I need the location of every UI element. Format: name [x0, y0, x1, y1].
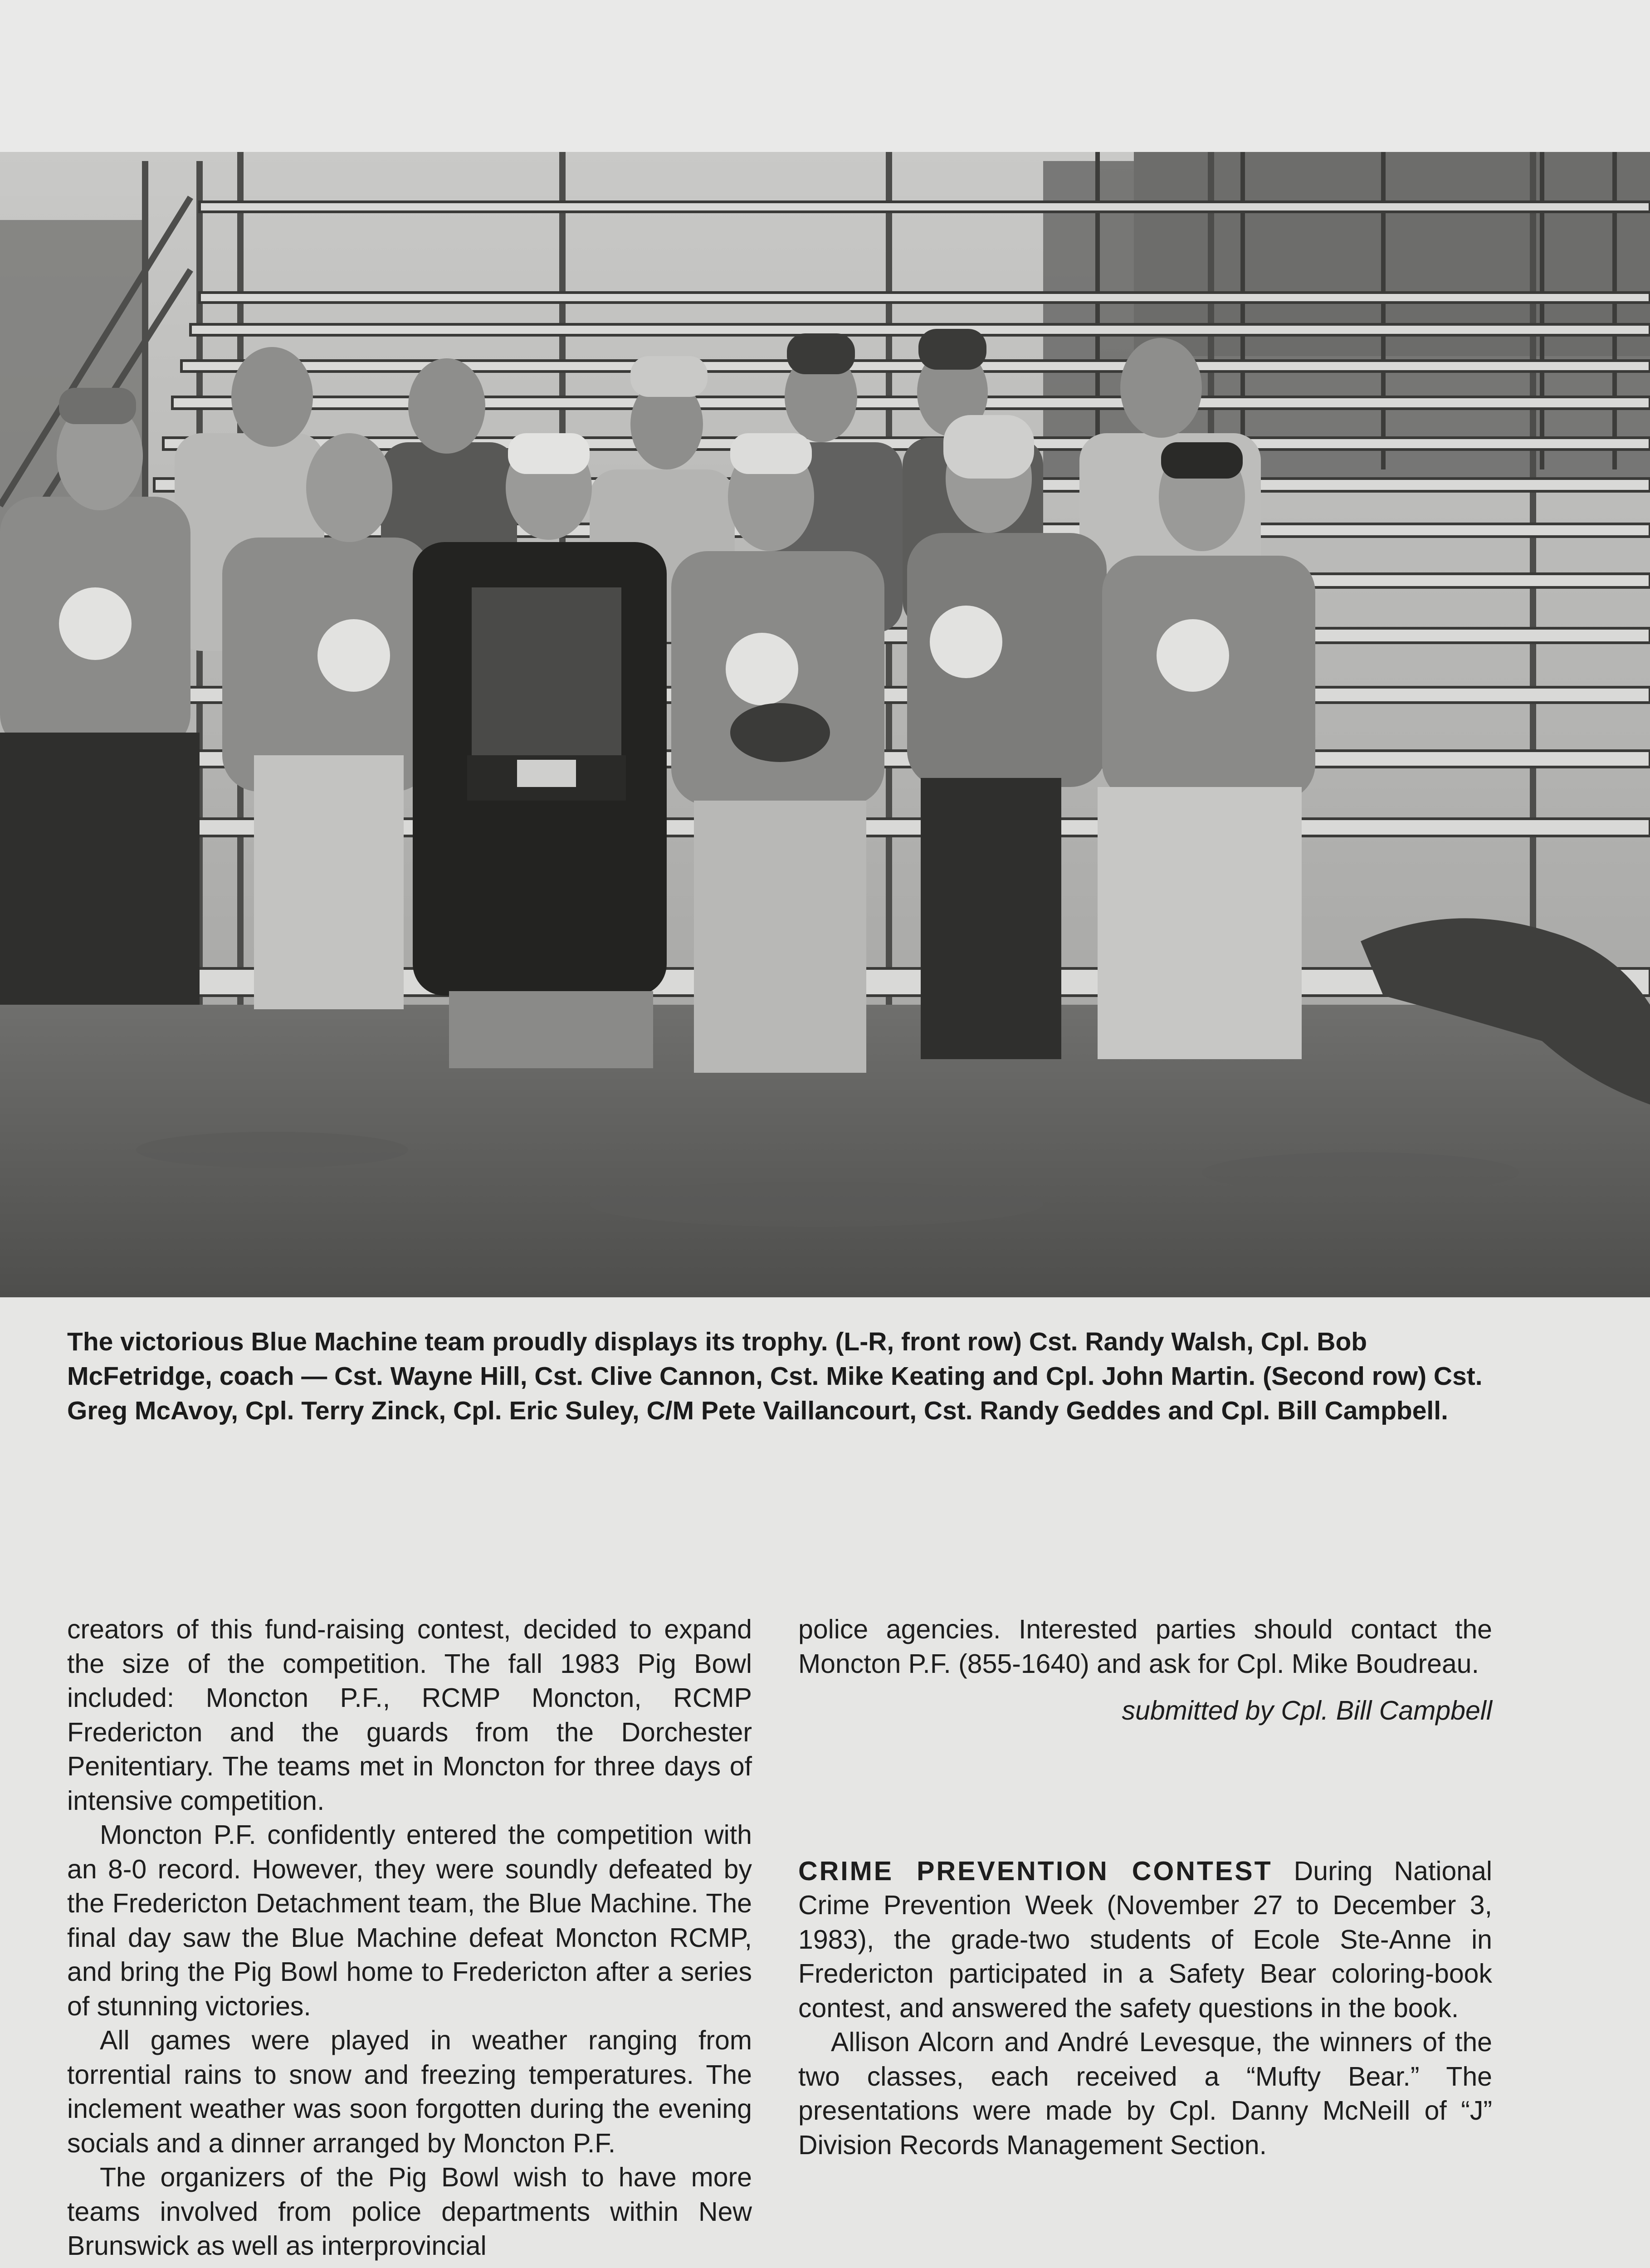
author-signature: submitted by Cpl. Bill Campbell: [1122, 1696, 1492, 1725]
left-column: [67, 1613, 752, 2263]
article-paragraph: Allison Alcorn and André Levesque, the winners of the two classes, each received a “Mufty Bear.” The presentations were made by Cpl. Danny McNeill of “J” Division Records Management Section.: [798, 2027, 1492, 2160]
section-body: During National Crime Prevention Week (November 27 to December 3, 1983), the grade-two students of Ecole Ste-Anne in Fredericton participated in a Safety Bear coloring-book contest, and answered the safety questions in the book.: [798, 1856, 1492, 2023]
photo-caption: The victorious Blue Machine team proudly displays its trophy. (L-R, front row) Cst. Randy Walsh, Cpl. Bob McFetridge, coach — Cst. Wayne Hill, Cst. Clive Cannon, Cst. Mike Keating and Cpl. John Martin. (Second row) Cst. Greg McAvoy, Cpl. Terry Zinck, Cpl. Eric Suley, C/M Pete Vaillancourt, Cst. Randy Geddes and Cpl. Bill Campbell.: [67, 1327, 1483, 1425]
section-heading: CRIME PREVENTION CONTEST: [798, 1856, 1273, 1886]
crime-prevention-paragraph: [798, 1854, 1492, 2026]
article-paragraph: police agencies. Interested parties should contact the Moncton P.F. (855-1640) and ask for Cpl. Mike Boudreau.: [798, 1614, 1492, 1679]
right-column: [798, 1613, 1492, 2162]
team-photo: [0, 152, 1650, 1297]
article-paragraph: All games were played in weather ranging from torrential rains to snow and freezing temperatures. The inclement weather was soon forgotten during the evening socials and a dinner arranged by Moncton P.F.: [67, 2025, 752, 2158]
page-top-margin: [0, 0, 1650, 152]
column-spacer: [798, 1728, 1492, 1854]
article-paragraph: The organizers of the Pig Bowl wish to have more teams involved from police departments within New Brunswick as well as interprovincial: [67, 2162, 752, 2261]
article-paragraph: creators of this fund-raising contest, decided to expand the size of the competition. The fall 1983 Pig Bowl included: Moncton P.F., RCMP Moncton, RCMP Fredericton and the guards from the Dorchester Penitentiary. The teams met in Moncton for three days of intensive competition.: [67, 1614, 752, 1816]
article-paragraph: Moncton P.F. confidently entered the competition with an 8-0 record. However, they were soundly defeated by the Fredericton Detachment team, the Blue Machine. The final day saw the Blue Machine defeat Moncton RCMP, and bring the Pig Bowl home to Fredericton after a series of stunning victories.: [67, 1820, 752, 2021]
